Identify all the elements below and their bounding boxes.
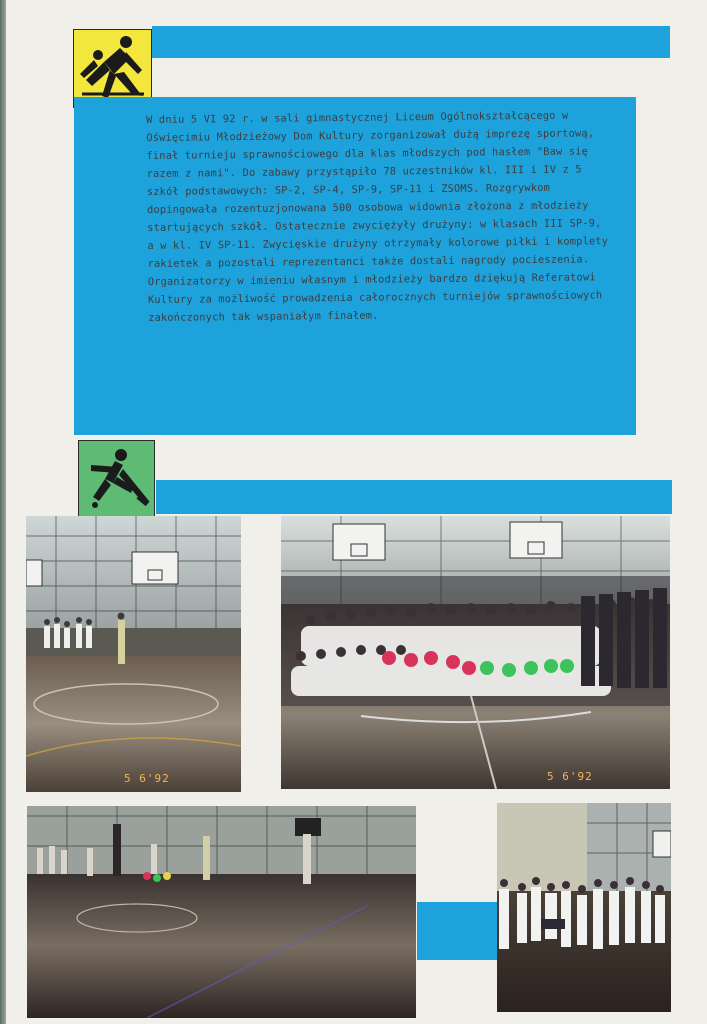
photo-gym-corner-group <box>497 803 671 1012</box>
middle-blue-bar <box>156 480 672 514</box>
photo-gym-wide-view <box>27 806 416 1018</box>
top-blue-bar <box>152 26 670 58</box>
photo1-date-stamp: 5 6'92 <box>124 772 170 785</box>
bottom-blue-accent-bar <box>417 902 497 960</box>
photo2-date-stamp: 5 6'92 <box>547 770 593 783</box>
photo-group-with-balls <box>281 516 670 789</box>
album-binding-edge <box>0 0 6 1024</box>
photo-gym-hall-left <box>26 516 241 792</box>
article-text: W dniu 5 VI 92 r. w sali gimnastycznej Liceum Ogólnokształcącego w Oświęcimiu Młodzieżowy Dom Kultury zorganizował dużą imprezę sportową, finał turnieju sprawnościowego dla klas młodszych pod hasłem "Baw się razem z nami". Do zabawy przystąpiło 78 uczestników kl. III i IV z 5 szkół podstawowych: SP-2, SP-4, SP-9, SP-11 i ZSOMS. Rozgrywkom dopingowała rozentuzjonowana 500 osobowa widownia złożona z młodzieży startujących szkół. Ostatecznie zwyciężyły drużyny: w klasach III SP-9, a w kl. IV SP-11. Zwycięskie drużyny otrzymały kolorowe piłki i komplety rakietek a pozostali reprezentanci także dostali nagrody pocieszenia. Organizatorzy w imieniu własnym i młodzieży bardzo dziękują Referatowi Kultury za możliwość prowadzenia całorocznych turniejów sprawnościowych zakończonych tak wspaniałym finałem. <box>146 109 609 324</box>
article-text-panel <box>74 97 636 435</box>
hockey-pictogram-icon <box>78 440 155 518</box>
